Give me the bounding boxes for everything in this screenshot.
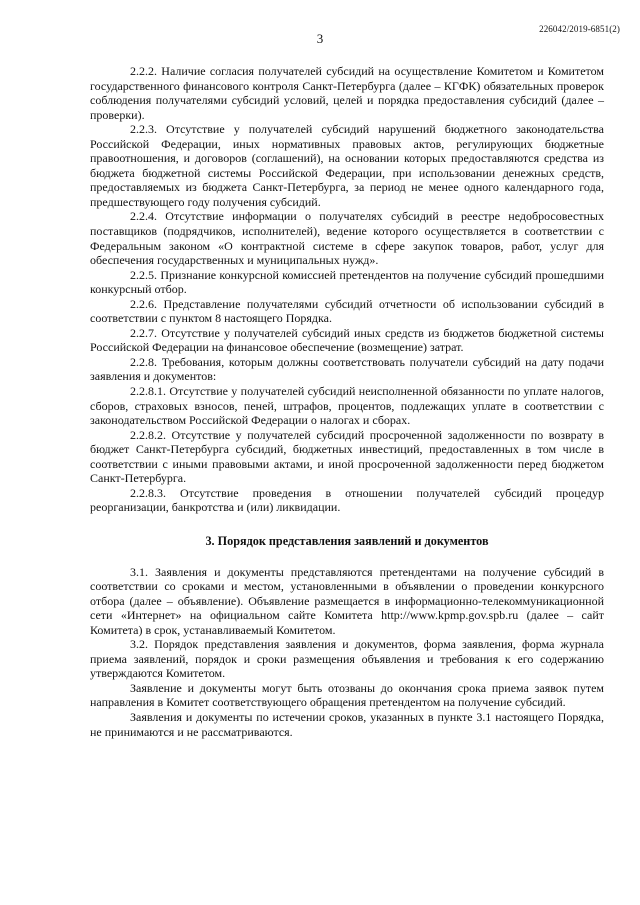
paragraph-deadline: Заявления и документы по истечении сроков, указанных в пункте 3.1 настоящего Порядка, не принимаются и не рассматриваются. bbox=[90, 709, 604, 739]
document-body bbox=[90, 64, 604, 739]
document-number: 226042/2019-6851(2) bbox=[539, 24, 620, 34]
page-number: 3 bbox=[316, 31, 324, 46]
paragraph-2-2-6: 2.2.6. Представление получателями субсидий отчетности об использовании субсидий в соответствии с пунктом 8 настоящего Порядка. bbox=[90, 296, 604, 326]
paragraph-3-2: 3.2. Порядок представления заявления и документов, форма заявления, форма журнала приема заявлений, порядок и сроки размещения объявления и требования к его содержанию утверждаются Комитетом. bbox=[90, 637, 604, 681]
paragraph-2-2-8-2: 2.2.8.2. Отсутствие у получателей субсидий просроченной задолженности по возврату в бюджет Санкт-Петербурга субсидий, бюджетных инвестиций, предоставленных в том числе в соответствии с иными правовыми актами, и иной просроченной задолженности перед бюджетом Санкт-Петербурга. bbox=[90, 427, 604, 486]
paragraph-withdrawal: Заявление и документы могут быть отозваны до окончания срока приема заявок путем направления в Комитет соответствующего обращения претендентом на получение субсидий. bbox=[90, 680, 604, 710]
paragraph-3-1: 3.1. Заявления и документы представляются претендентами на получение субсидий в соответствии со сроками и местом, установленными в объявлении о проведении конкурсного отбора (далее – объявление). Объявление размещается в информационно-телекоммуникационной сети «Интернет» на официальном сайте Комитета http://www.kpmp.gov.spb.ru (далее – сайт Комитета) в срок, устанавливаемый Комитетом. bbox=[90, 564, 604, 637]
paragraph-2-2-8-3: 2.2.8.3. Отсутствие проведения в отношении получателей субсидий процедур реорганизации, банкротства и (или) ликвидации. bbox=[90, 485, 604, 515]
paragraph-2-2-7: 2.2.7. Отсутствие у получателей субсидий иных средств из бюджетов бюджетной системы Российской Федерации на финансовое обеспечение (возмещение) затрат. bbox=[90, 325, 604, 355]
paragraph-2-2-8: 2.2.8. Требования, которым должны соответствовать получатели субсидий на дату подачи заявления и документов: bbox=[90, 354, 604, 384]
paragraph-2-2-4: 2.2.4. Отсутствие информации о получателях субсидий в реестре недобросовестных поставщиков (подрядчиков, исполнителей), ведение которого осуществляется в соответствии с Федеральным законом «О контрактной системе в сфере закупок товаров, работ, услуг для обеспечения государственных и муниципальных нужд». bbox=[90, 209, 604, 268]
paragraph-2-2-2: 2.2.2. Наличие согласия получателей субсидий на осуществление Комитетом и Комитетом государственного финансового контроля Санкт-Петербурга (далее – КГФК) обязательных проверок соблюдения получателями субсидий условий, целей и порядка предоставления субсидий (далее – проверки). bbox=[90, 64, 604, 122]
paragraph-2-2-3: 2.2.3. Отсутствие у получателей субсидий нарушений бюджетного законодательства Российской Федерации, иных нормативных правовых актов, регулирующих бюджетные правоотношения, и договоров (соглашений), на основании которых предоставляются средства из бюджета бюджетной системы Российской Федерации, при использовании денежных средств, предоставляемых из бюджета Санкт-Петербурга, за период не менее одного календарного года, предшествующего году получения субсидий. bbox=[90, 122, 604, 209]
paragraph-2-2-5: 2.2.5. Признание конкурсной комиссией претендентов на получение субсидий прошедшими конкурсный отбор. bbox=[90, 267, 604, 297]
paragraph-2-2-8-1: 2.2.8.1. Отсутствие у получателей субсидий неисполненной обязанности по уплате налогов, сборов, страховых взносов, пеней, штрафов, процентов, подлежащих уплате в соответствии с законодательством Российской Федерации о налогах и сборах. bbox=[90, 384, 604, 428]
section-heading: 3. Порядок представления заявлений и документов bbox=[205, 533, 489, 548]
